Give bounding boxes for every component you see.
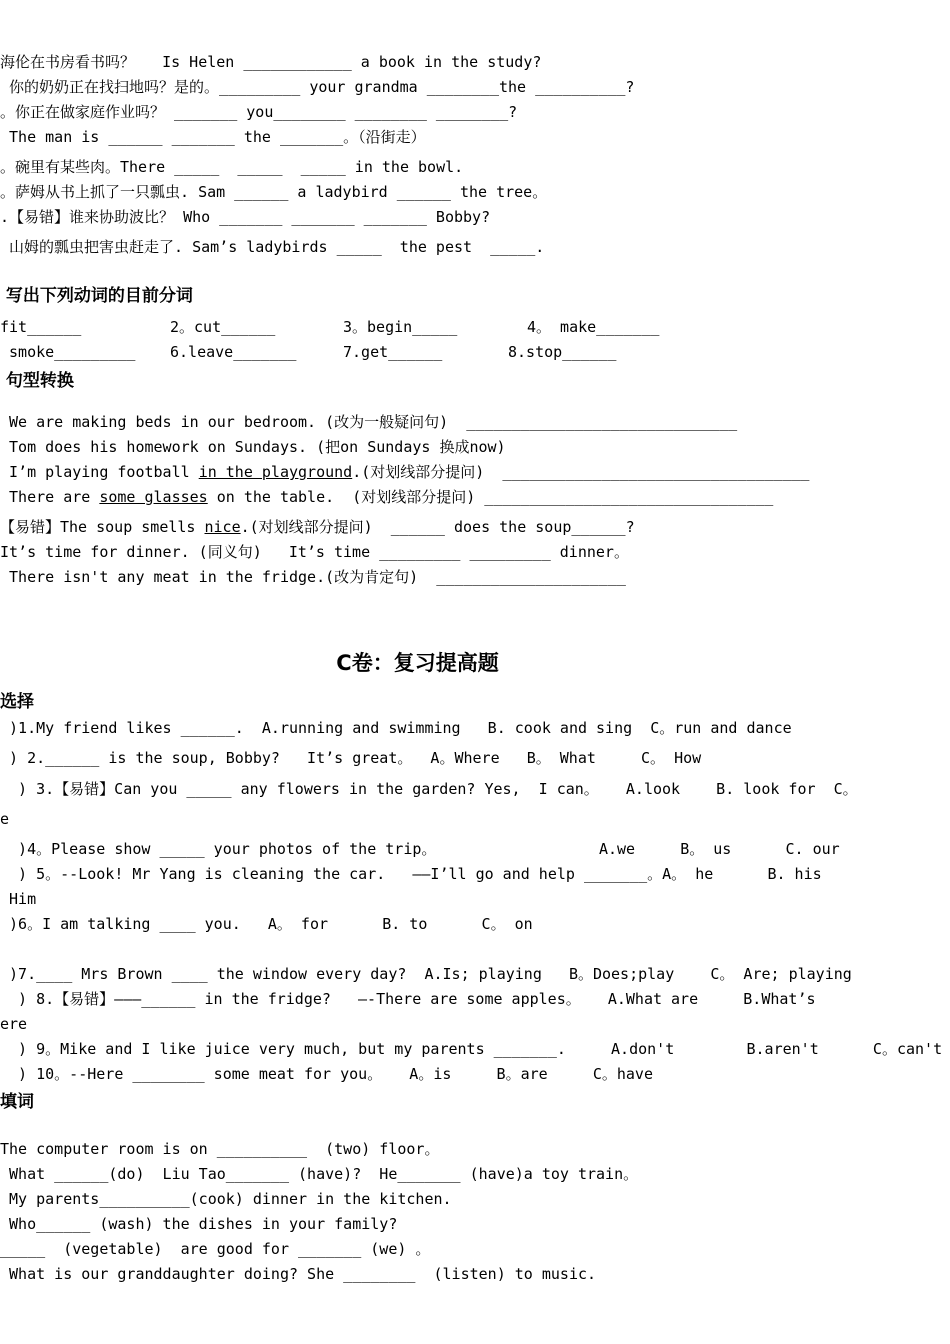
translation-line-1: 海伦在书房看书吗？ Is Helen ____________ a book in the study? — [0, 53, 542, 71]
transform-line-4-underlined: some glasses — [99, 488, 208, 506]
fill-line-5: _____ (vegetable) are good for _______ (we) 。 — [0, 1240, 431, 1258]
choice-line-3-wrap: e — [0, 810, 10, 828]
participle-item-6: 6.leave_______ — [170, 343, 297, 361]
translation-line-3: 。你正在做家庭作业吗？ _______ you________ ________ ________? — [0, 103, 518, 121]
transform-line-5-pre: 【易错】The soup smells — [0, 518, 205, 536]
transform-line-1: We are making beds in our bedroom. (改为一般疑问句) ______________________________ — [0, 413, 738, 431]
fill-line-6: What is our granddaughter doing? She ________ (listen) to music. — [0, 1265, 597, 1283]
choice-line-7: )7.____ Mrs Brown ____ the window every day? A.Is; playing B。Does;play C。 Are; playing — [0, 965, 852, 983]
choice-line-5-wrap: Him — [0, 890, 37, 908]
participle-heading: 写出下列动词的目前分词 — [0, 286, 193, 306]
fill-line-1: The computer room is on __________ (two) floor。 — [0, 1140, 440, 1158]
transform-heading: 句型转换 — [0, 371, 74, 391]
choice-line-6: )6。I am talking ____ you. A。 for B. to C。 on — [0, 915, 533, 933]
fill-line-2: What ______(do) Liu Tao_______ (have)? He_______ (have)a toy train。 — [0, 1165, 639, 1183]
fill-line-4: Who______ (wash) the dishes in your family? — [0, 1215, 398, 1233]
section-c-title: C卷：复习提高题 — [336, 651, 499, 675]
transform-line-3-pre: I’m playing football — [0, 463, 199, 481]
choice-line-8: ) 8.【易错】———______ in the fridge? —-There are some apples。 A.What are B.What’s — [0, 990, 816, 1008]
choice-line-10: ) 10。--Here ________ some meat for you。 A。is B。are C。have — [0, 1065, 653, 1083]
participle-item-4: 4。 make_______ — [527, 318, 660, 336]
transform-line-5-post: .(对划线部分提问) ______ does the soup______? — [240, 518, 635, 536]
transform-line-5 — [0, 517, 635, 537]
transform-line-7: There isn't any meat in the fridge.(改为肯定句) _____________________ — [0, 568, 626, 586]
transform-line-4-pre: There are — [0, 488, 100, 506]
participle-item-2: 2。cut______ — [170, 318, 276, 336]
choice-line-5: ) 5。--Look! Mr Yang is cleaning the car. ——I’ll go and help _______。A。 he B. his — [0, 865, 822, 883]
transform-line-3-post: .(对划线部分提问) __________________________________ — [352, 463, 810, 481]
participle-item-5: smoke_________ — [0, 343, 136, 361]
transform-line-4-post: on the table. (对划线部分提问) ________________________________ — [207, 488, 774, 506]
participle-item-3: 3。begin_____ — [343, 318, 458, 336]
choice-line-1: )1.My friend likes ______. A.running and swimming B. cook and sing C。run and dance — [0, 719, 792, 737]
translation-line-7: .【易错】谁来协助波比？ Who _______ _______ _______ Bobby? — [0, 208, 491, 226]
translation-line-4: The man is ______ _______ the _______。（沿街走） — [0, 128, 426, 146]
fill-line-3: My parents__________(cook) dinner in the kitchen. — [0, 1190, 452, 1208]
transform-line-6: It’s time for dinner. (同义句) It’s time _________ _________ dinner。 — [0, 543, 629, 561]
choice-line-9: ) 9。Mike and I like juice very much, but my parents _______. A.don't B.aren't C。can't — [0, 1040, 943, 1058]
participle-item-1: fit______ — [0, 318, 82, 336]
choice-heading: 选择 — [0, 692, 34, 712]
translation-line-6: 。萨姆从书上抓了一只瓢虫. Sam ______ a ladybird ______ the tree。 — [0, 183, 548, 201]
transform-line-2: Tom does his homework on Sundays. (把on Sundays 换成now) — [0, 438, 506, 456]
choice-line-2: ) 2.______ is the soup, Bobby? It’s great。 A。Where B。 What C。 How — [0, 749, 702, 767]
translation-line-8: 山姆的瓢虫把害虫赶走了. Sam’s ladybirds _____ the pest _____. — [0, 238, 545, 256]
choice-line-4: )4。Please show _____ your photos of the trip。 A.we B。 us C. our — [0, 840, 840, 858]
transform-line-4 — [0, 487, 773, 507]
participle-item-8: 8.stop______ — [508, 343, 617, 361]
choice-line-8-wrap: ere — [0, 1015, 28, 1033]
transform-line-3-underlined: in the playground — [198, 463, 353, 481]
participle-item-7: 7.get______ — [343, 343, 443, 361]
translation-line-2: 你的奶奶正在找扫地吗？是的。_________ your grandma ________the __________? — [0, 78, 635, 96]
fill-heading: 填词 — [0, 1092, 34, 1112]
transform-line-3 — [0, 462, 809, 482]
transform-line-5-underlined: nice — [204, 518, 241, 536]
translation-line-5: 。碗里有某些肉。There _____ _____ _____ in the bowl. — [0, 158, 464, 176]
choice-line-3: ) 3.【易错】Can you _____ any flowers in the garden? Yes, I can。 A.look B. look for C。 — [0, 780, 858, 798]
